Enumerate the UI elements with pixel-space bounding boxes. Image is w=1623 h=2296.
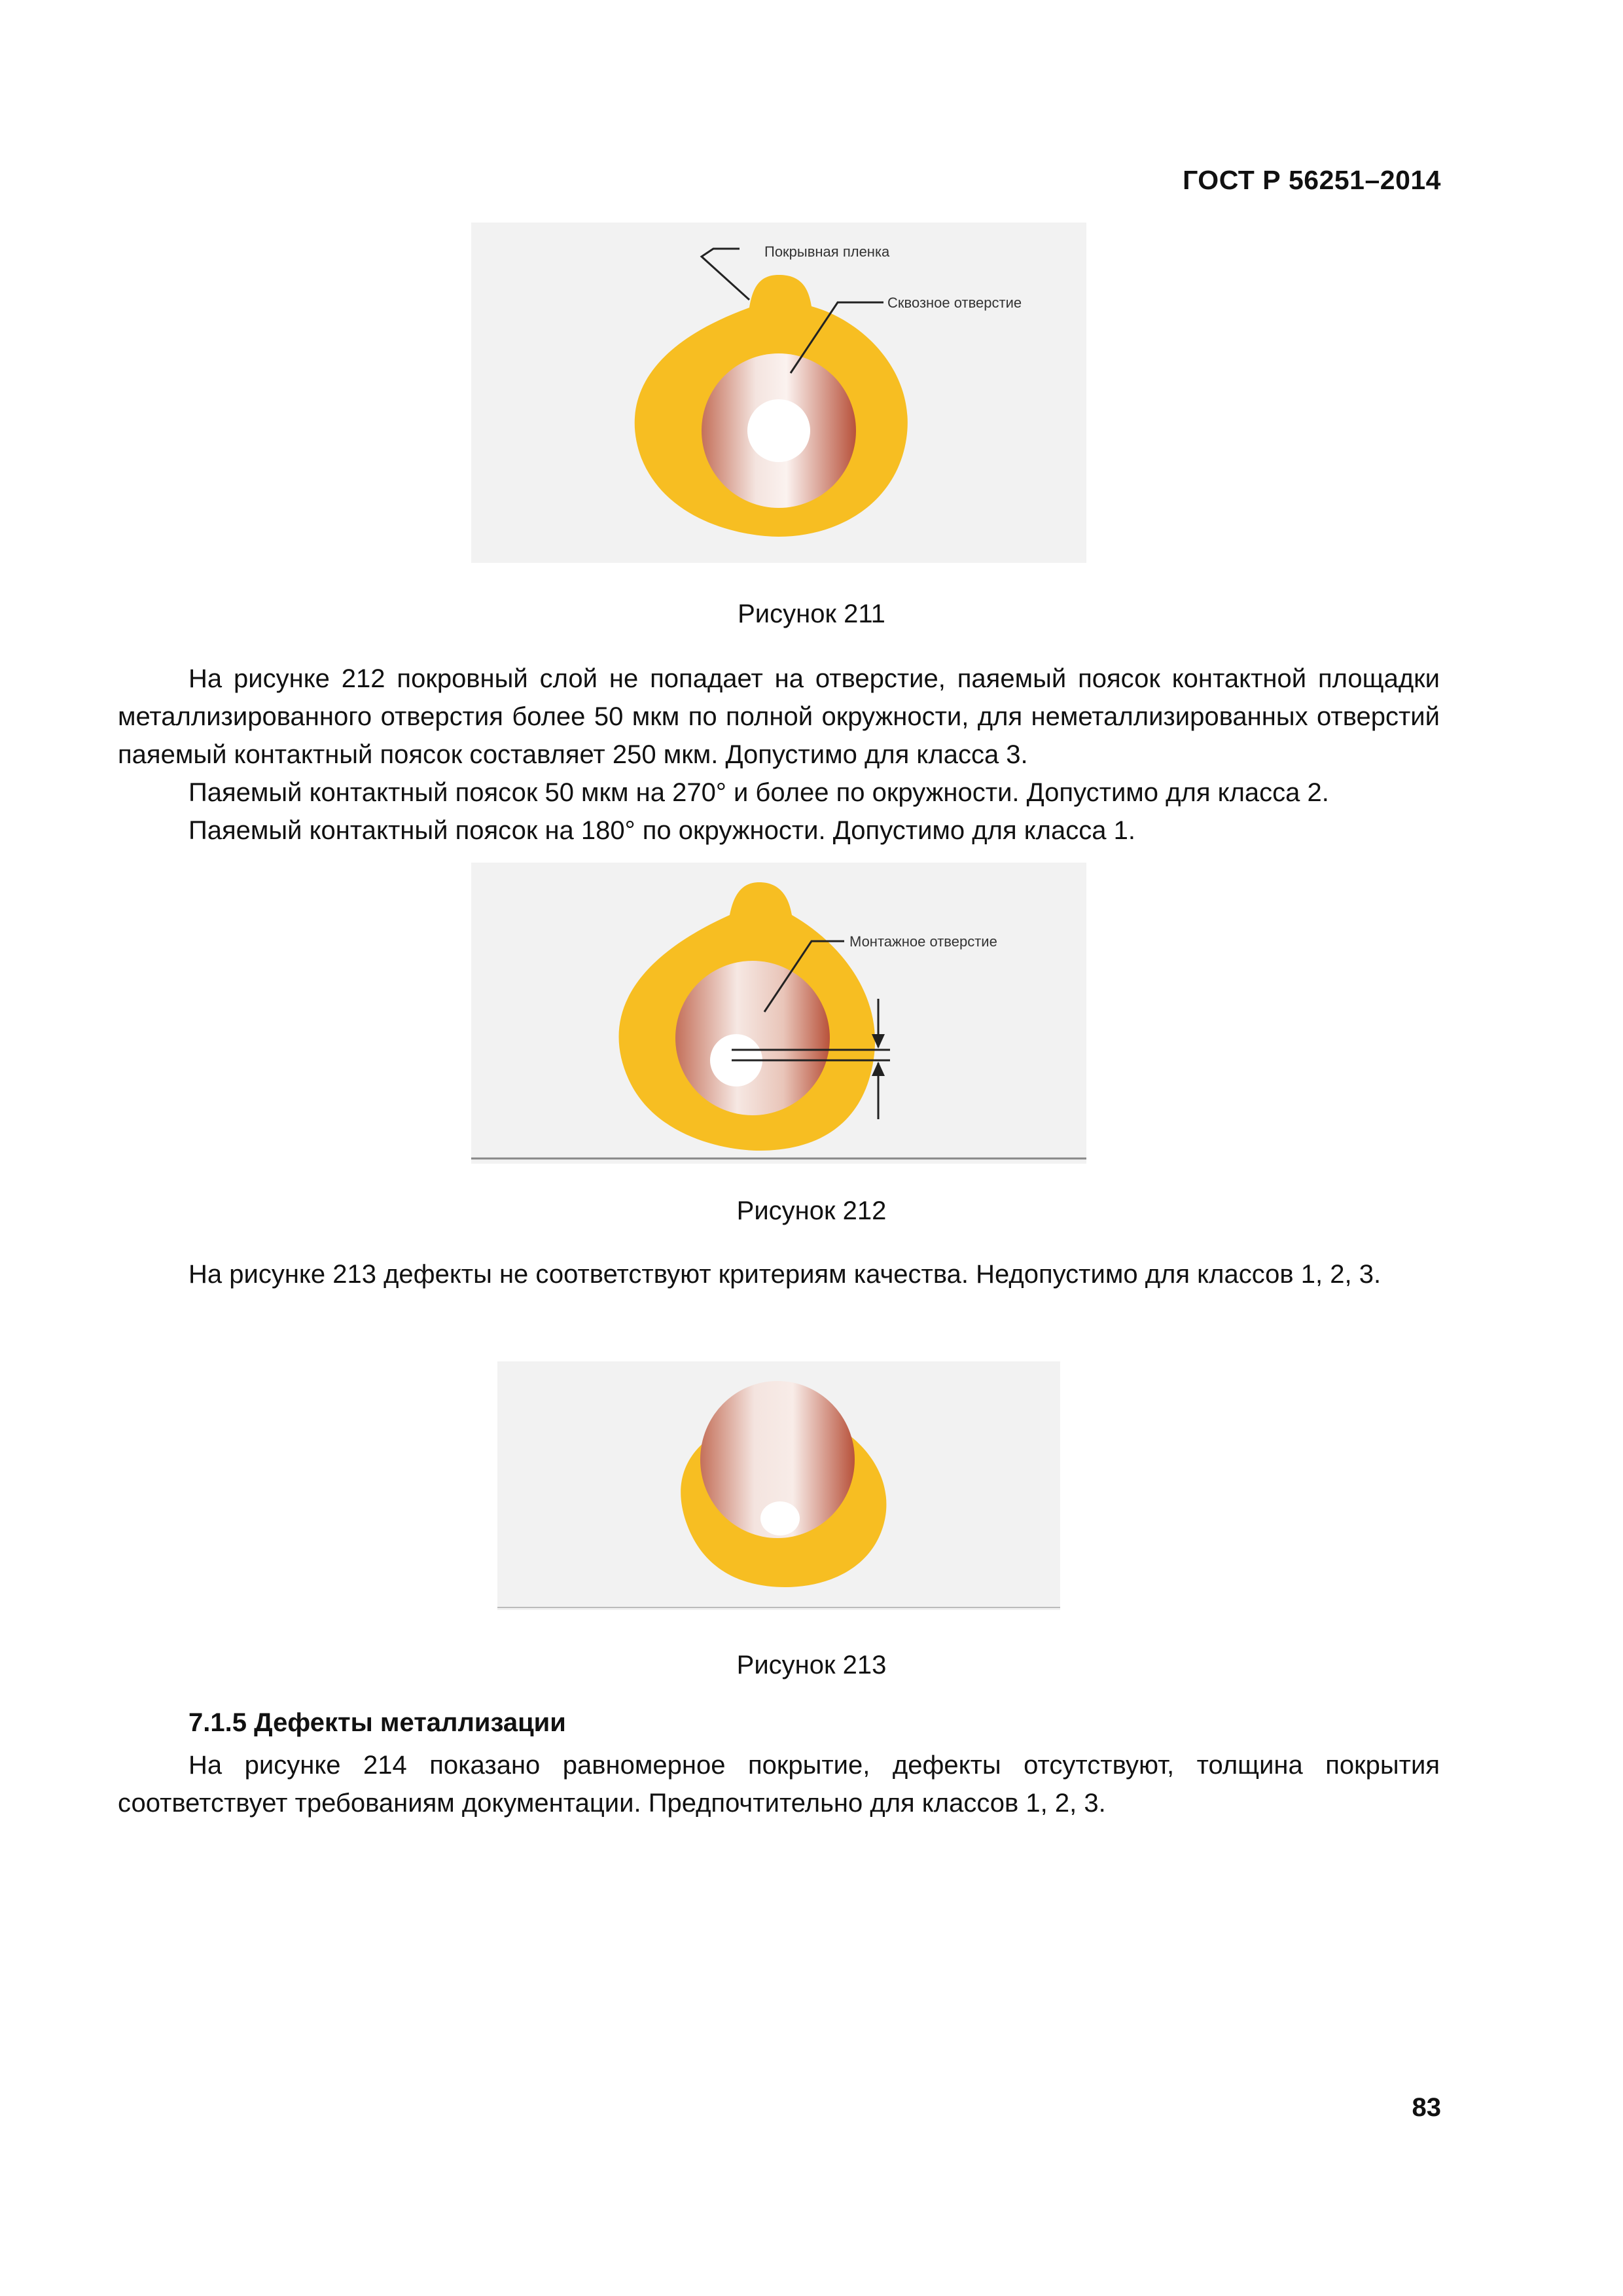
figure-211-hole [747,399,810,462]
figure-212-label-mounting-hole: Монтажное отверстие [849,933,997,950]
figure-211-illustration [471,223,1086,563]
paragraph-212-c: Паяемый контактный поясок на 180° по окружности. Допустимо для класса 1. [188,816,1135,845]
page-number: 83 [1412,2093,1441,2122]
figure-213-caption: Рисунок 213 [736,1651,887,1679]
paragraph-214: На рисунке 214 показано равномерное покрытие, дефекты отсутствуют, толщина покрытия соответствует требованиям документации. Предпочтительно для классов 1, 2, 3. [118,1751,1440,1818]
paragraph-212-a: На рисунке 212 покровный слой не попадает на отверстие, паяемый поясок контактной площадки металлизированного отверстия более 50 мкм по полной окружности, для неметаллизированных отверстий паяемый контактный поясок составляет 250 мкм. Допустимо для класса 3. [118,664,1440,769]
paragraph-213: На рисунке 213 дефекты не соответствуют критериям качества. Недопустимо для классов 1, 2, 3. [188,1260,1382,1289]
figure-211-label-cover-film: Покрывная пленка [764,243,890,260]
text-block-figure-214 [118,1746,1440,1822]
figure-211-label-through-hole: Сквозное отверстие [887,295,1022,311]
figure-213-illustration [497,1361,1060,1610]
figure-212-caption: Рисунок 212 [736,1196,887,1225]
document-header: ГОСТ Р 56251–2014 [1183,165,1441,195]
text-block-figure-212 [118,660,1440,850]
figure-212-plated-barrel [675,961,830,1115]
figure-211-caption: Рисунок 211 [738,600,885,628]
figure-212-illustration [471,863,1086,1164]
figure-213-hole [760,1501,800,1535]
paragraph-212-b: Паяемый контактный поясок 50 мкм на 270° и более по окружности. Допустимо для класса 2. [188,778,1329,807]
section-heading: 7.1.5 Дефекты металлизации [188,1708,566,1737]
text-block-figure-213 [118,1255,1440,1293]
